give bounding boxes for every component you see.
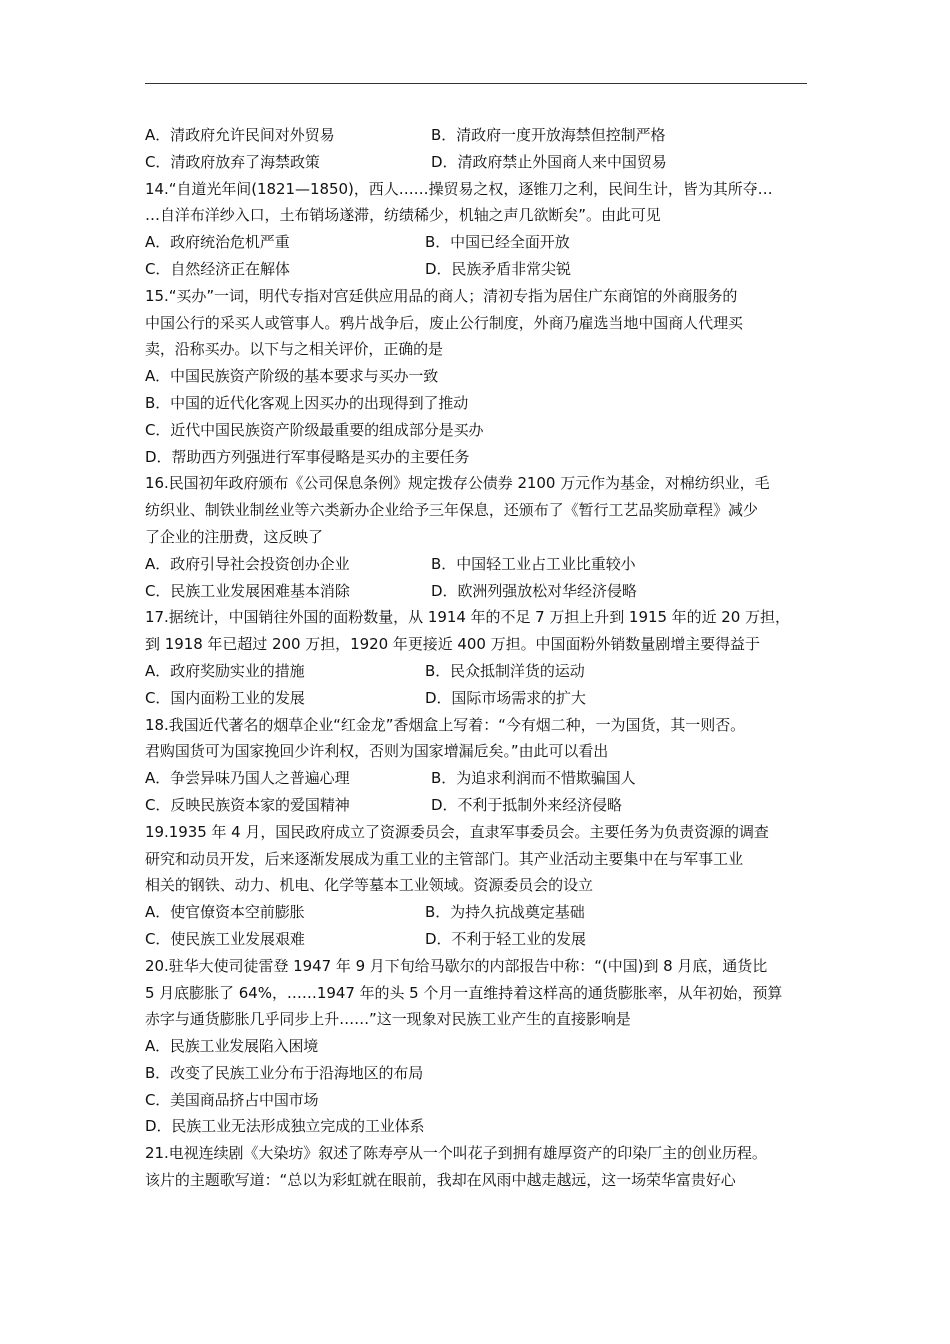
q19-stem-line: 19.1935 年 4 月，国民政府成立了资源委员会，直隶军事委员会。主要任务为负责资源的调查 bbox=[145, 822, 769, 841]
q14-stem-line: 14.“自道光年间(1821—1850)，西人……操贸易之权，逐锥刀之利，民间生计，皆为其所夺… bbox=[145, 179, 773, 198]
q16-option-a: A．政府引导社会投资创办企业 bbox=[145, 554, 350, 573]
q14-option-c: C．自然经济正在解体 bbox=[145, 259, 290, 278]
q17-option-d: D．国际市场需求的扩大 bbox=[425, 688, 586, 707]
q21-stem-line: 该片的主题歌写道：“总以为彩虹就在眼前，我却在风雨中越走越远，这一场荣华富贵好心 bbox=[145, 1171, 736, 1190]
q18-options-row1 bbox=[145, 765, 815, 792]
q17-stem-line: 到 1918 年已超过 200 万担，1920 年更接近 400 万担。中国面粉外销数量剧增主要得益于 bbox=[145, 635, 760, 654]
q13-option-c: C．清政府放弃了海禁政策 bbox=[145, 152, 320, 171]
q18-option-b: B．为追求利润而不惜欺骗国人 bbox=[431, 769, 636, 788]
q19-options-row2 bbox=[145, 926, 815, 953]
q16-options-row1 bbox=[145, 551, 815, 578]
q13-option-b: B．清政府一度开放海禁但控制严格 bbox=[431, 126, 666, 144]
q17-option-b: B．民众抵制洋货的运动 bbox=[425, 661, 585, 680]
header-rule bbox=[145, 83, 807, 84]
q21-stem-line: 21.电视连续剧《大染坊》叙述了陈寿亭从一个叫花子到拥有雄厚资产的印染厂主的创业历程。 bbox=[145, 1144, 767, 1163]
q14-options-row2 bbox=[145, 256, 815, 283]
q19-option-d: D．不利于轻工业的发展 bbox=[425, 929, 586, 948]
q15-stem-line: 15.“买办”一词，明代专指对宫廷供应用品的商人；清初专指为居住广东商馆的外商服务的 bbox=[145, 286, 738, 305]
q19-stem-line: 相关的钢铁、动力、机电、化学等墓本工业领域。资源委员会的设立 bbox=[145, 876, 593, 895]
q17-options-row2 bbox=[145, 685, 815, 712]
q15-option-b: B．中国的近代化客观上因买办的出现得到了推动 bbox=[145, 393, 469, 412]
q17-option-a: A．政府奖励实业的措施 bbox=[145, 661, 305, 680]
q18-options-row2 bbox=[145, 792, 815, 819]
q13-options-row1 bbox=[145, 122, 815, 149]
q19-option-c: C．使民族工业发展艰难 bbox=[145, 929, 305, 948]
q13-option-d: D．清政府禁止外国商人来中国贸易 bbox=[431, 152, 667, 171]
q18-stem-line: 18.我国近代著名的烟草企业“红金龙”香烟盒上写着：“今有烟二种，一为国货，其一则否。 bbox=[145, 715, 746, 734]
q20-option-d: D．民族工业无法形成独立完成的工业体系 bbox=[145, 1117, 425, 1136]
q20-option-a: A．民族工业发展陷入困境 bbox=[145, 1037, 319, 1056]
q16-stem-line: 了企业的注册费，这反映了 bbox=[145, 527, 323, 546]
q14-option-b: B．中国已经全面开放 bbox=[425, 233, 570, 252]
q15-option-a: A．中国民族资产阶级的基本要求与买办一致 bbox=[145, 367, 439, 386]
q18-stem-line: 君购国货可为国家挽回少许利权，否则为国家增漏卮矣。”由此可以看出 bbox=[145, 742, 609, 761]
q18-option-c: C．反映民族资本家的爱国精神 bbox=[145, 795, 350, 814]
q14-options-row1 bbox=[145, 229, 815, 256]
q16-option-d: D．欧洲列强放松对华经济侵略 bbox=[431, 581, 637, 600]
q15-option-c: C．近代中国民族资产阶级最重要的组成部分是买办 bbox=[145, 420, 484, 439]
q17-option-c: C．国内面粉工业的发展 bbox=[145, 688, 305, 707]
q15-stem-line: 卖，沿称买办。以下与之相关评价，正确的是 bbox=[145, 340, 443, 359]
q16-stem-line: 纺织业、制铁业制丝业等六类新办企业给予三年保息，还颁布了《暂行工艺品奖励章程》减少 bbox=[145, 501, 758, 520]
q18-option-a: A．争尝异味乃国人之普遍心理 bbox=[145, 769, 350, 788]
q16-options-row2 bbox=[145, 578, 815, 605]
q13-option-a: A．清政府允许民间对外贸易 bbox=[145, 126, 335, 144]
question-sheet bbox=[145, 122, 815, 1194]
q16-option-c: C．民族工业发展困难基本消除 bbox=[145, 581, 350, 600]
q18-option-d: D．不利于抵制外来经济侵略 bbox=[431, 795, 622, 814]
q20-stem-line: 20.驻华大使司徒雷登 1947 年 9 月下旬给马歇尔的内部报告中称：“(中国)到 8 月底，通货比 bbox=[145, 956, 768, 975]
q17-stem-line: 17.据统计，中国销往外国的面粉数量，从 1914 年的不足 7 万担上升到 1915 年的近 20 万担， bbox=[145, 608, 790, 627]
q14-option-a: A．政府统治危机严重 bbox=[145, 233, 290, 252]
q20-option-b: B．改变了民族工业分布于沿海地区的布局 bbox=[145, 1063, 424, 1082]
q14-stem-line: …自洋布洋纱入口，土布销场遂滞，纺绩稀少，机轴之声几欲断矣”。由此可见 bbox=[145, 206, 661, 225]
q19-stem-line: 研究和动员开发，后来逐渐发展成为重工业的主管部门。其产业活动主要集中在与军事工业 bbox=[145, 849, 743, 868]
q19-options-row1 bbox=[145, 899, 815, 926]
q20-stem-line: 5 月底膨胀了 64%，……1947 年的头 5 个月一直维持着这样高的通货膨胀率，从年初始，预算 bbox=[145, 983, 783, 1002]
q16-option-b: B．中国轻工业占工业比重较小 bbox=[431, 554, 636, 573]
q19-option-a: A．使官僚资本空前膨胀 bbox=[145, 903, 305, 922]
q15-option-d: D．帮助西方列强进行军事侵略是买办的主要任务 bbox=[145, 447, 470, 466]
q17-options-row1 bbox=[145, 658, 815, 685]
q14-option-d: D．民族矛盾非常尖锐 bbox=[425, 259, 571, 278]
q20-stem-line: 赤字与通货膨胀几乎同步上升……”这一现象对民族工业产生的直接影响是 bbox=[145, 1010, 631, 1029]
q15-stem-line: 中国公行的采买人或管事人。鸦片战争后，废止公行制度，外商乃雇选当地中国商人代理买 bbox=[145, 313, 743, 332]
q19-option-b: B．为持久抗战奠定基础 bbox=[425, 903, 585, 922]
q13-options-row2 bbox=[145, 149, 815, 176]
q16-stem-line: 16.民国初年政府颁布《公司保息条例》规定拨存公债券 2100 万元作为基金，对棉纺织业，毛 bbox=[145, 474, 770, 493]
q20-option-c: C．美国商品挤占中国市场 bbox=[145, 1090, 319, 1109]
